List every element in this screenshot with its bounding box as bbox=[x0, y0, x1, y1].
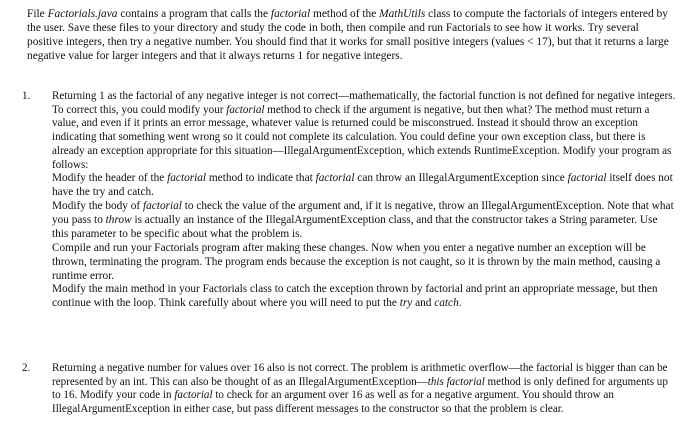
list-item-1 bbox=[22, 90, 676, 311]
item-2-body bbox=[52, 362, 676, 417]
item-text: method is only defined for arguments up to 16. Modify your code in bbox=[52, 375, 668, 402]
step-text: . bbox=[458, 297, 462, 310]
intro-text: method of the bbox=[310, 8, 380, 20]
item-text: method to check if the argument is negative, but then what? The method must return a value, and even if it prints an error message, whatever value is returned could be misconstrued. Instead it should throw an exception indicating that something went wrong so it could not complete its calculation. You could define your own exception class, but there is already an exception appropriate for this situation—IllegalArgumentException, which extends RuntimeException. Modify your program as follows: bbox=[52, 103, 672, 171]
intro-text: File bbox=[27, 8, 48, 20]
sub-step-2 bbox=[52, 200, 676, 242]
step-text: method to indicate that bbox=[206, 172, 316, 185]
step-text: can throw an IllegalArgumentException since bbox=[354, 172, 568, 185]
step-text-italic: factorial bbox=[143, 200, 182, 213]
item-number: 2. bbox=[22, 362, 31, 374]
step-text: to check the value of the argument and, if it is negative, throw an IllegalArgumentException. Note that what you pass to bbox=[52, 200, 674, 226]
item-text-italic: this factorial bbox=[427, 375, 485, 388]
step-text-italic: throw bbox=[105, 213, 132, 226]
step-text: is actually an instance of the IllegalArgumentException class, and that the constructor takes a String parameter. Use this parameter to be specific about what the problem is. bbox=[52, 213, 658, 240]
item-text: Returning 1 as the factorial of any negative integer is not correct—mathematically, the factorial function is not defined for negative integers. To correct this, you could modify your bbox=[52, 90, 676, 116]
step-text-italic: catch bbox=[434, 297, 459, 310]
step-text-italic: factorial bbox=[567, 172, 607, 185]
item-number: 1. bbox=[22, 90, 31, 102]
step-text: Modify the body of bbox=[52, 200, 143, 213]
step-text: and bbox=[412, 297, 435, 310]
step-text: Modify the header of the bbox=[52, 172, 168, 185]
step-text-italic: factorial bbox=[315, 172, 355, 185]
class-name: MathUtils bbox=[379, 8, 426, 20]
step-text: itself does not have the try and catch. bbox=[52, 172, 673, 199]
sub-step-1 bbox=[52, 172, 676, 200]
item-text-italic: factorial bbox=[174, 389, 213, 402]
item-text: to check for an argument over 16 as well as for a negative argument. You should throw an IllegalArgumentException in either case, but pass different messages to the constructor so that the problem is clear. bbox=[52, 389, 614, 416]
sub-step-3 bbox=[52, 242, 676, 284]
item-text-italic: factorial bbox=[226, 103, 265, 116]
step-text-italic: try bbox=[399, 297, 413, 310]
file-name: Factorials.java bbox=[47, 8, 118, 20]
step-text: Modify the main method in your Factorials class to catch the exception thrown by factorial and print an appropriate message, but then continue with the loop. Think carefully about where you will need to put the bbox=[52, 283, 658, 310]
intro-text: class to compute the factorials of integers entered by the user. Save these files to your directory and study the code in both, then compile and run Factorials to see how it works. Try several positive integers, then try a negative number. You should find that it works for small positive integers (values < 17), but that it returns a large negative value for larger integers and that it always returns 1 for negative integers. bbox=[27, 8, 669, 62]
method-name: factorial bbox=[270, 8, 311, 20]
intro-text: contains a program that calls the bbox=[117, 8, 271, 20]
list-item-2 bbox=[22, 362, 676, 417]
item-1-body bbox=[52, 90, 676, 172]
step-text: Compile and run your Factorials program after making these changes. Now when you enter a negative number an exception will be thrown, terminating the program. The program ends because the exception is not caught, so it is thrown by the main method, causing a runtime error. bbox=[52, 241, 661, 282]
item-text: Returning a negative number for values over 16 also is not correct. The problem is arithmetic overflow—the factorial is bigger than can be represented by an int. This can also be thought of as an IllegalArgumentException— bbox=[52, 362, 668, 388]
sub-step-4 bbox=[52, 283, 676, 311]
step-text-italic: factorial bbox=[167, 172, 207, 185]
intro-paragraph bbox=[27, 8, 675, 64]
